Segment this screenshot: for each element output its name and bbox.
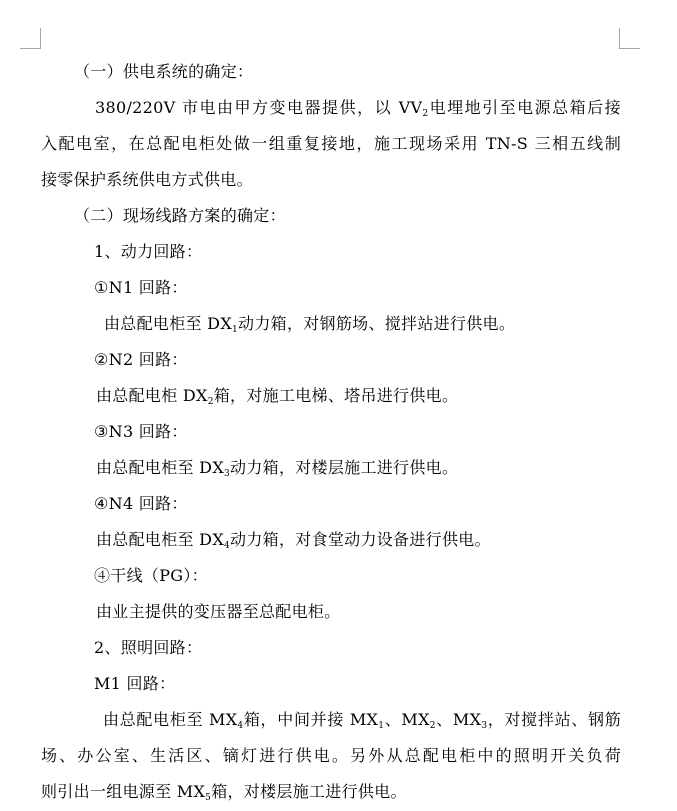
m1-label: M1 回路： [94, 674, 176, 693]
power-circuit-heading: 1、动力回路： [94, 242, 203, 261]
n3-text: 由总配电柜至 $DX_3$动力箱，对楼层施工进行供电。 [96, 458, 459, 479]
n2-label: ②N2 回路： [94, 350, 188, 369]
lighting-circuit-heading: 2、照明回路： [94, 638, 203, 657]
n4-text: 由总配电柜至 $DX_4$动力箱，对食堂动力设备进行供电。 [96, 530, 491, 551]
paragraph-1-line-3: 接零保护系统供电方式供电。 [41, 170, 253, 189]
n1-text: 由总配电柜至 $DX_1$动力箱，对钢筋场、搅拌站进行供电。 [104, 314, 516, 335]
n2-text: 由总配电柜 $DX_2$箱，对施工电梯、塔吊进行供电。 [96, 386, 459, 407]
n3-label: ③N3 回路： [94, 422, 188, 441]
n4-label: ④N4 回路： [94, 494, 188, 513]
crop-mark-top-left [20, 28, 41, 49]
paragraph-1-line-1: 380/220V 市电由甲方变电器提供，以 $VV_2$电埋地引至电源总箱后接 [95, 98, 621, 119]
m1-line-2: 场、办公室、生活区、镝灯进行供电。另外从总配电柜中的照明开关负荷 [41, 746, 621, 765]
pg-text: 由业主提供的变压器至总配电柜。 [96, 602, 341, 621]
n1-label: ①N1 回路： [94, 278, 188, 297]
pg-label: ④干线（PG）： [94, 566, 208, 585]
m1-line-3: 则引出一组电源至 $MX_5$箱，对楼层施工进行供电。 [41, 782, 407, 803]
paragraph-1-line-2: 入配电室，在总配电柜处做一组重复接地，施工现场采用 TN-S 三相五线制 [41, 134, 621, 153]
section-1-heading: （一）供电系统的确定： [74, 62, 254, 81]
m1-line-1: 由总配电柜至 $MX_4$箱，中间并接 $MX_1$、$MX_2$、$MX_3$，对搅拌站、钢筋 [103, 710, 621, 731]
crop-mark-top-right [619, 28, 640, 49]
section-2-heading: （二）现场线路方案的确定： [74, 206, 286, 225]
